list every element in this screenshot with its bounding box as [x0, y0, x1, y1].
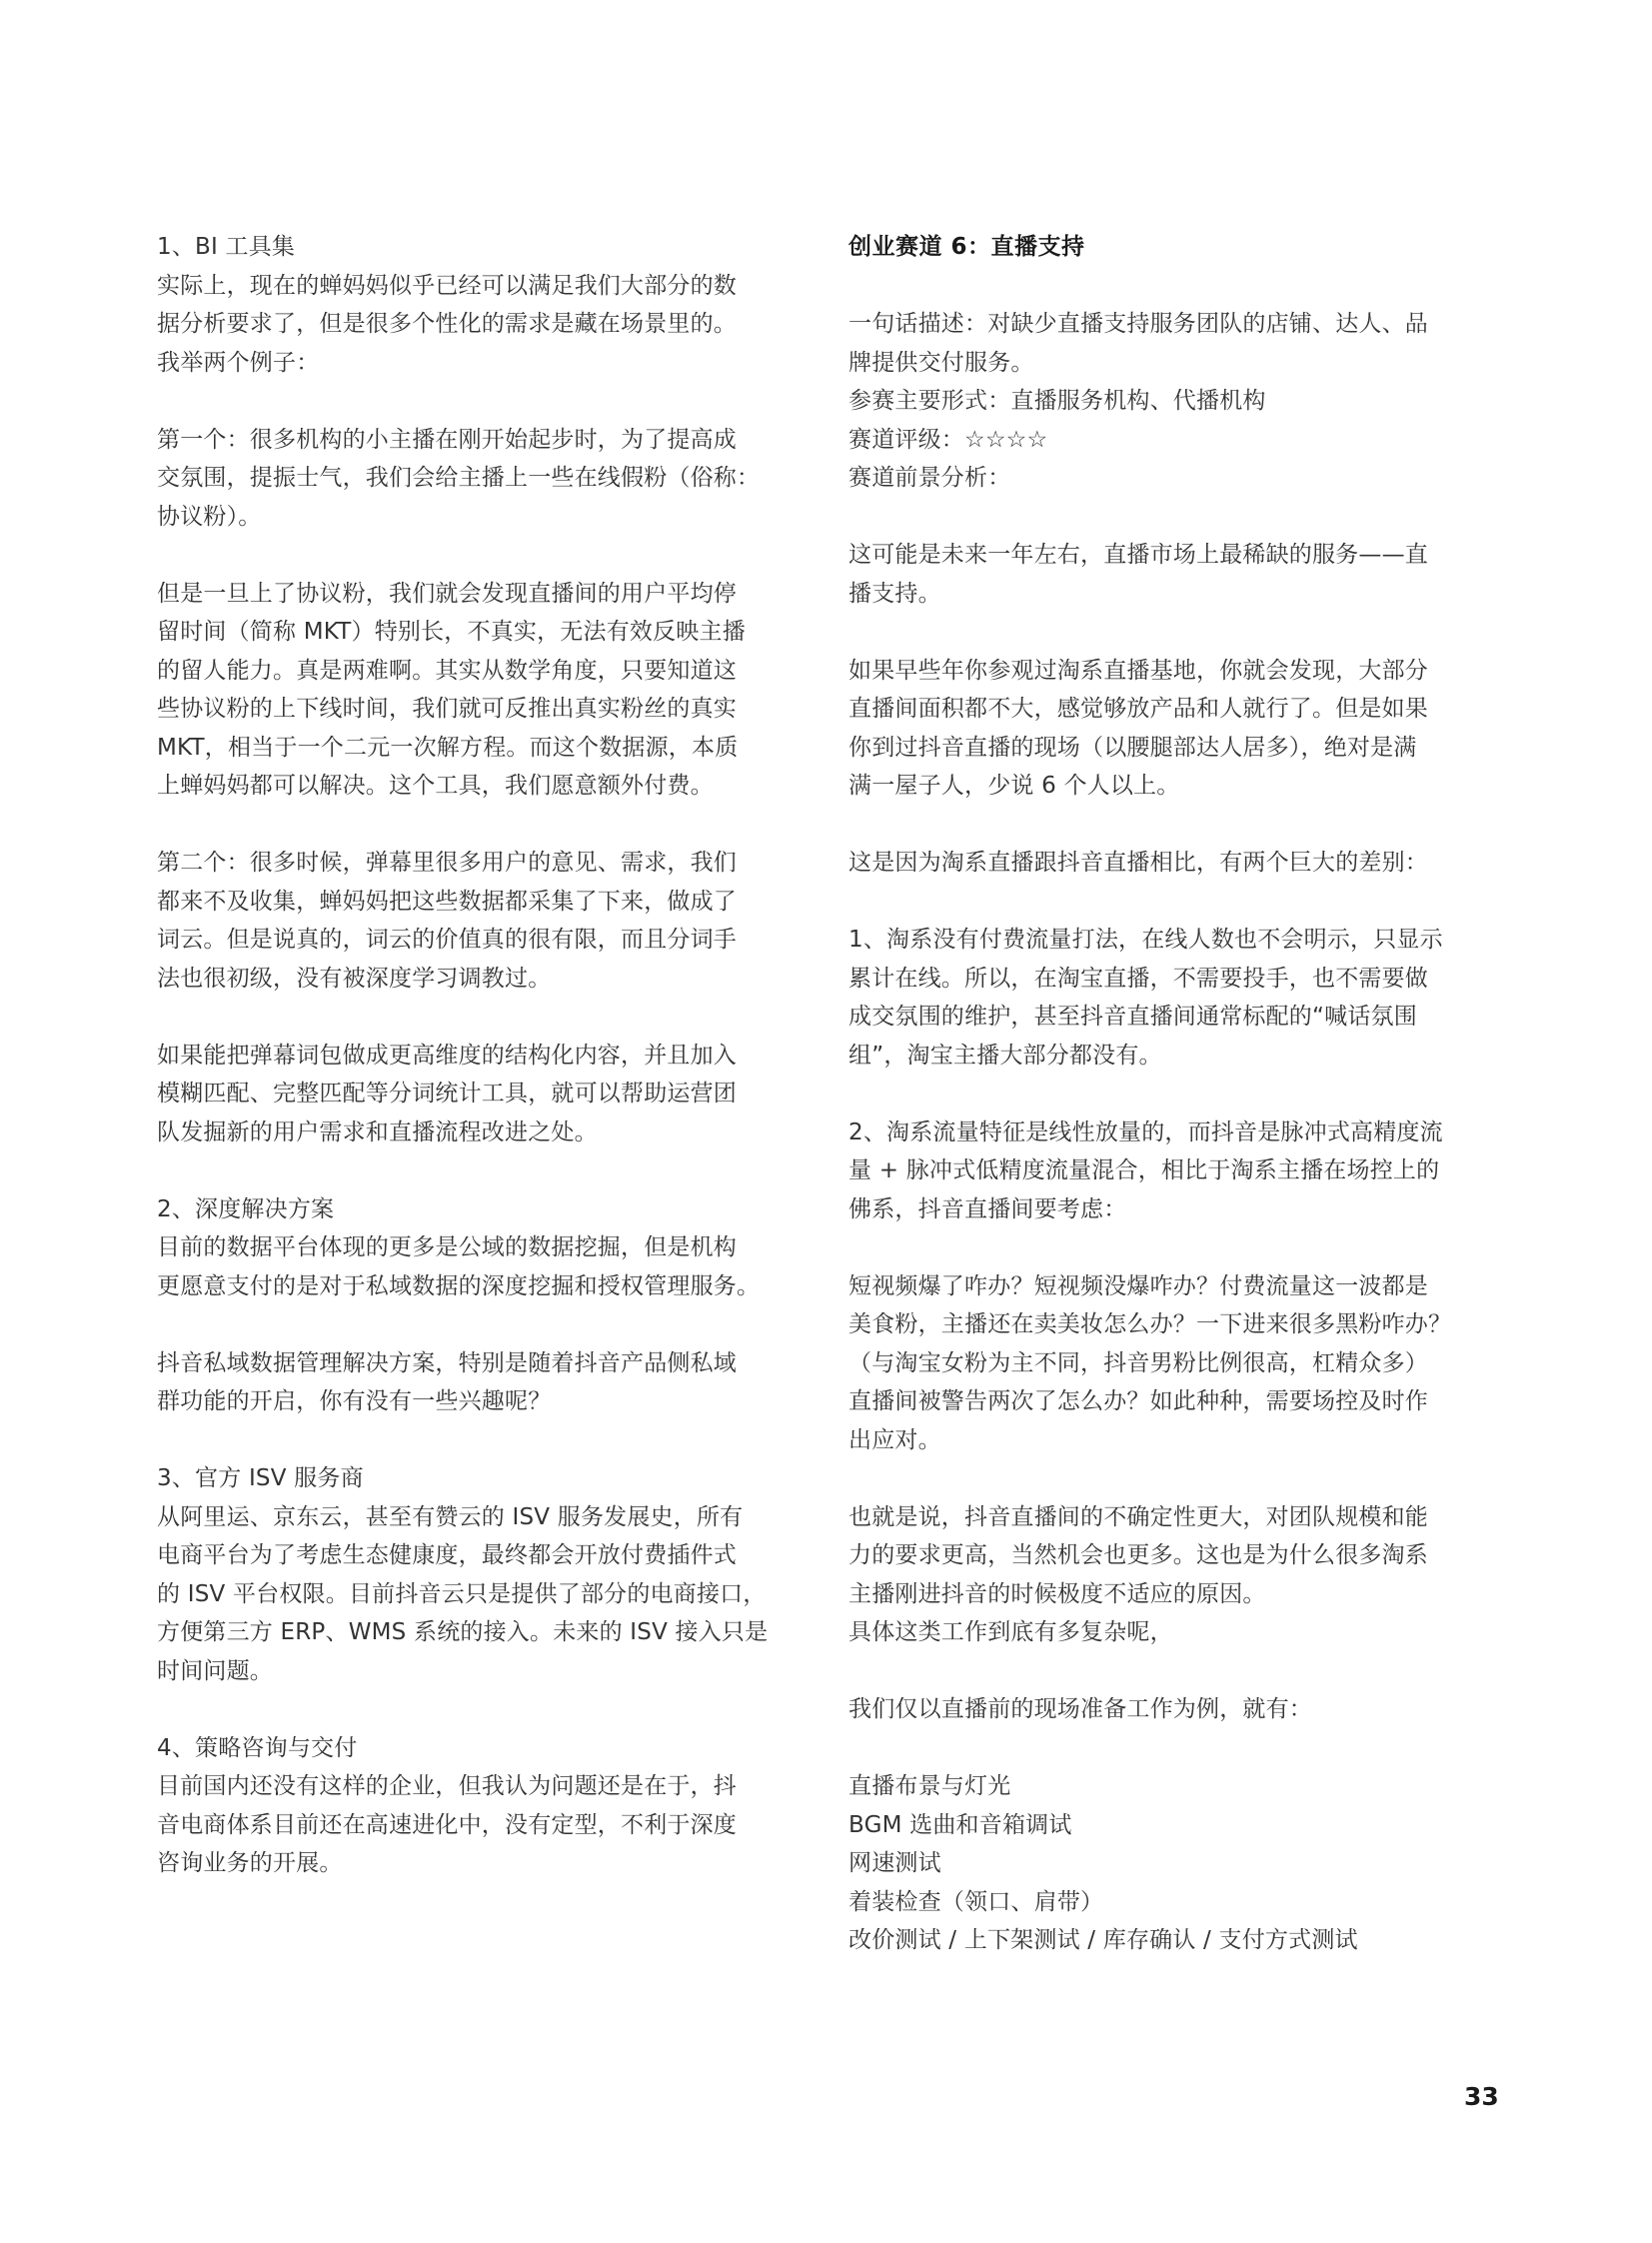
text-line: 你到过抖音直播的现场（以腰腿部达人居多），绝对是满 — [848, 734, 1417, 761]
text-line: 直播布景与灯光 — [848, 1773, 1011, 1799]
paragraph-gap — [157, 1421, 807, 1460]
text-line: 留时间（简称 MKT）特别长，不真实，无法有效反映主播 — [157, 619, 746, 645]
paragraph-gap — [848, 1459, 1498, 1498]
paragraph-gap — [157, 536, 807, 575]
text-line: 一句话描述：对缺少直播支持服务团队的店铺、达人、品 — [848, 311, 1428, 337]
text-line: 美食粉，主播还在卖美妆怎么办？一下进来很多黑粉咋办？ — [848, 1311, 1452, 1337]
text-line: 的 ISV 平台权限。目前抖音云只是提供了部分的电商接口， — [157, 1580, 767, 1607]
paragraph-gap — [848, 613, 1498, 652]
paragraph-gap — [157, 1690, 807, 1729]
text-line: 些协议粉的上下线时间，我们就可反推出真实粉丝的真实 — [157, 696, 737, 722]
text-line: 模糊匹配、完整匹配等分词统计工具，就可以帮助运营团 — [157, 1081, 737, 1107]
paragraph-gap — [848, 498, 1498, 537]
text-line: 第一个：很多机构的小主播在刚开始起步时，为了提高成 — [157, 426, 737, 453]
section-heading: 创业赛道 6：直播支持 — [848, 234, 1085, 260]
paragraph-gap — [157, 382, 807, 421]
text-line: 量 + 脉冲式低精度流量混合，相比于淘系主播在场控上的 — [848, 1157, 1440, 1183]
text-line: 抖音私域数据管理解决方案，特别是随着抖音产品侧私域 — [157, 1349, 737, 1376]
text-line: 力的要求更高，当然机会也更多。这也是为什么很多淘系 — [848, 1542, 1428, 1568]
text-line: 牌提供交付服务。 — [848, 349, 1034, 376]
text-line: 3、官方 ISV 服务商 — [157, 1465, 364, 1491]
text-line: 据分析要求了，但是很多个性化的需求是藏在场景里的。 — [157, 311, 737, 337]
text-line: 网速测试 — [848, 1850, 941, 1876]
text-line: 参赛主要形式：直播服务机构、代播机构 — [848, 388, 1266, 414]
text-line: 这是因为淘系直播跟抖音直播相比，有两个巨大的差别： — [848, 850, 1428, 876]
page-number: 33 — [1464, 2082, 1499, 2111]
text-line: 词云。但是说真的，词云的价值真的很有限，而且分词手 — [157, 927, 737, 953]
text-line: 累计在线。所以，在淘宝直播，不需要投手，也不需要做 — [848, 965, 1428, 992]
text-line: 法也很初级，没有被深度学习调教过。 — [157, 965, 552, 992]
text-line: 着装检查（领口、肩带） — [848, 1888, 1104, 1915]
text-line: 佛系，抖音直播间要考虑： — [848, 1195, 1127, 1222]
paragraph-gap — [848, 806, 1498, 845]
paragraph-gap — [848, 1075, 1498, 1114]
text-line: 第二个：很多时候，弹幕里很多用户的意见、需求，我们 — [157, 850, 737, 876]
text-line: BGM 选曲和音箱调试 — [848, 1811, 1072, 1838]
text-line: 成交氛围的维护，甚至抖音直播间通常标配的“喊话氛围 — [848, 1004, 1417, 1030]
text-line: 播支持。 — [848, 580, 941, 607]
text-line: MKT，相当于一个二元一次解方程。而这个数据源，本质 — [157, 734, 739, 761]
text-line: 音电商体系目前还在高速进化中，没有定型，不利于深度 — [157, 1811, 737, 1838]
paragraph-gap — [157, 998, 807, 1037]
text-line: 更愿意支付的是对于私域数据的深度挖掘和授权管理服务。 — [157, 1272, 761, 1299]
text-line: 队发掘新的用户需求和直播流程改进之处。 — [157, 1119, 598, 1145]
text-line: 出应对。 — [848, 1426, 941, 1453]
paragraph-gap — [848, 1228, 1498, 1267]
text-line: 实际上，现在的蝉妈妈似乎已经可以满足我们大部分的数 — [157, 272, 737, 299]
text-line: 如果早些年你参观过淘系直播基地，你就会发现，大部分 — [848, 657, 1428, 684]
text-line: 1、淘系没有付费流量打法，在线人数也不会明示，只显示 — [848, 927, 1443, 953]
text-line: 直播间被警告两次了怎么办？如此种种，需要场控及时作 — [848, 1388, 1428, 1414]
text-line: 短视频爆了咋办？短视频没爆咋办？付费流量这一波都是 — [848, 1272, 1428, 1299]
paragraph-gap — [848, 1652, 1498, 1691]
text-line: 时间问题。 — [157, 1657, 273, 1684]
paragraph-gap — [848, 883, 1498, 922]
paragraph-gap — [848, 1729, 1498, 1768]
text-line: 我举两个例子： — [157, 349, 320, 376]
text-line: 这可能是未来一年左右，直播市场上最稀缺的服务——直 — [848, 542, 1428, 568]
text-line: 4、策略咨询与交付 — [157, 1734, 358, 1761]
text-line: 2、深度解决方案 — [157, 1195, 335, 1222]
text-line: 主播刚进抖音的时候极度不适应的原因。 — [848, 1580, 1266, 1607]
text-line: 赛道评级：☆☆☆☆ — [848, 426, 1048, 453]
paragraph-gap — [157, 1151, 807, 1190]
paragraph-gap — [157, 1305, 807, 1344]
text-line: 2、淘系流量特征是线性放量的，而抖音是脉冲式高精度流 — [848, 1119, 1443, 1145]
text-line: 从阿里运、京东云，甚至有赞云的 ISV 服务发展史，所有 — [157, 1503, 744, 1530]
text-line: 但是一旦上了协议粉，我们就会发现直播间的用户平均停 — [157, 580, 737, 607]
text-line: 直播间面积都不大，感觉够放产品和人就行了。但是如果 — [848, 696, 1428, 722]
text-line: 咨询业务的开展。 — [157, 1850, 343, 1876]
text-line: 改价测试 / 上下架测试 / 库存确认 / 支付方式测试 — [848, 1927, 1358, 1953]
text-line: 电商平台为了考虑生态健康度，最终都会开放付费插件式 — [157, 1542, 737, 1568]
right-column — [848, 228, 1498, 1960]
paragraph-gap — [157, 806, 807, 845]
text-line: 群功能的开启，你有没有一些兴趣呢？ — [157, 1388, 552, 1414]
text-line: 满一屋子人，少说 6 个人以上。 — [848, 773, 1180, 799]
text-line: 组”，淘宝主播大部分都没有。 — [848, 1042, 1162, 1069]
text-line: 也就是说，抖音直播间的不确定性更大，对团队规模和能 — [848, 1503, 1428, 1530]
text-line: 上蝉妈妈都可以解决。这个工具，我们愿意额外付费。 — [157, 773, 714, 799]
text-line: 的留人能力。真是两难啊。其实从数学角度，只要知道这 — [157, 657, 737, 684]
text-line: 协议粉）。 — [157, 503, 262, 530]
text-line: 目前的数据平台体现的更多是公域的数据挖掘，但是机构 — [157, 1234, 737, 1260]
text-line: 1、BI 工具集 — [157, 234, 296, 260]
text-line: 方便第三方 ERP、WMS 系统的接入。未来的 ISV 接入只是 — [157, 1619, 769, 1645]
text-line: 交氛围，提振士气，我们会给主播上一些在线假粉（俗称： — [157, 465, 761, 491]
text-line: 赛道前景分析： — [848, 465, 1011, 491]
text-line: 目前国内还没有这样的企业，但我认为问题还是在于，抖 — [157, 1773, 737, 1799]
text-line: 都来不及收集，蝉妈妈把这些数据都采集了下来，做成了 — [157, 888, 737, 915]
text-line: 我们仅以直播前的现场准备工作为例，就有： — [848, 1696, 1312, 1722]
text-line: 如果能把弹幕词包做成更高维度的结构化内容，并且加入 — [157, 1042, 737, 1069]
text-line: （与淘宝女粉为主不同，抖音男粉比例很高，杠精众多） — [848, 1349, 1428, 1376]
left-column — [157, 228, 807, 1883]
text-line: 具体这类工作到底有多复杂呢， — [848, 1619, 1173, 1645]
paragraph-gap — [848, 267, 1498, 306]
